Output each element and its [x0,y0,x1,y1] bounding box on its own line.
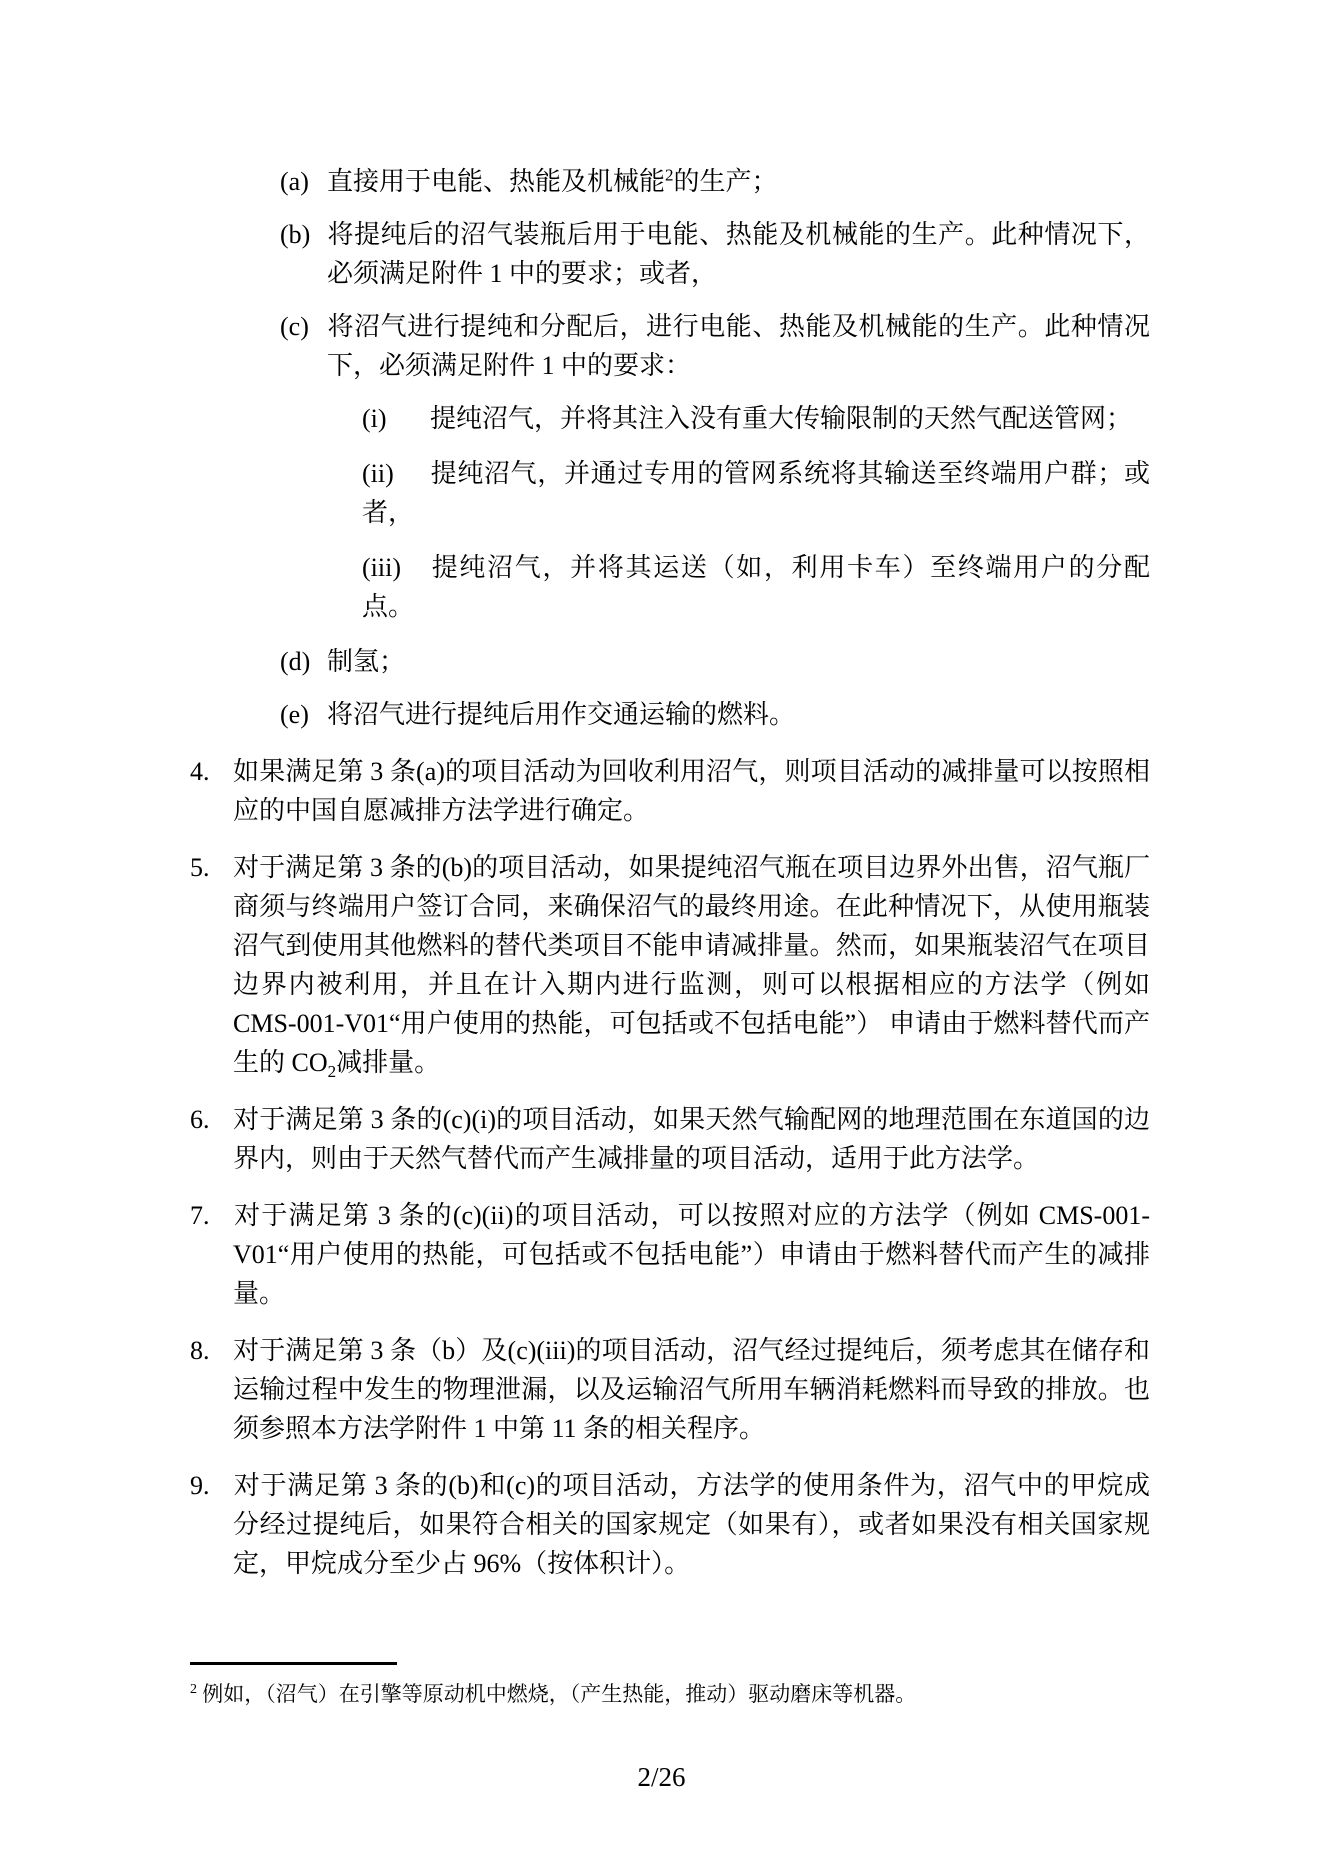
list-item-e-text: 将沼气进行提纯后用作交通运输的燃料。 [327,700,796,729]
paragraph-7-text: 对于满足第 3 条的(c)(ii)的项目活动，可以按照对应的方法学（例如 CMS-001-V01“用户使用的热能，可包括或不包括电能”）申请由于燃料替代而产生的减排量。 [233,1201,1150,1308]
paragraph-9 [190,1466,1150,1583]
paragraph-6-text: 对于满足第 3 条的(c)(i)的项目活动，如果天然气输配网的地理范围在东道国的边界内，则由于天然气替代而产生减排量的项目活动，适用于此方法学。 [233,1105,1150,1173]
paragraph-5-number: 5. [190,853,210,882]
paragraph-4-text: 如果满足第 3 条(a)的项目活动为回收利用沼气，则项目活动的减排量可以按照相应的中国自愿减排方法学进行确定。 [233,757,1150,825]
list-item-a-text-after: 的生产； [673,167,778,196]
list-marker-c: (c) [280,312,309,341]
sub-item-i-text: 提纯沼气，并将其注入没有重大传输限制的天然气配送管网； [430,404,1133,433]
paragraph-5-text-after: 减排量。 [336,1048,441,1077]
list-item-c-text: 将沼气进行提纯和分配后，进行电能、热能及机械能的生产。此种情况下，必须满足附件 1 中的要求： [327,312,1150,380]
list-item-b [280,215,1150,293]
list-item-b-text: 将提纯后的沼气装瓶后用于电能、热能及机械能的生产。此种情况下，必须满足附件 1 中的要求；或者， [327,220,1150,288]
sub-item-iii [362,548,1150,626]
list-marker-e: (e) [280,700,309,729]
sub-item-ii-text: 提纯沼气，并通过专用的管网系统将其输送至终端用户群；或者， [362,459,1150,527]
paragraph-4 [190,752,1150,830]
footnote-2-text: 例如，（沼气）在引擎等原动机中燃烧，（产生热能，推动）驱动磨床等机器。 [202,1682,917,1706]
paragraph-8 [190,1331,1150,1448]
paragraph-6-number: 6. [190,1105,210,1134]
paragraph-8-text: 对于满足第 3 条（b）及(c)(iii)的项目活动，沼气经过提纯后，须考虑其在储存和运输过程中发生的物理泄漏，以及运输沼气所用车辆消耗燃料而导致的排放。也须参照本方法学附件 1 中第 11 条的相关程序。 [233,1336,1150,1443]
sub-item-iii-text: 提纯沼气，并将其运送（如，利用卡车）至终端用户的分配点。 [362,553,1150,621]
page-content [190,162,1150,1601]
sub-item-i [362,399,1150,438]
list-item-a-text: 直接用于电能、热能及机械能 [327,167,666,196]
sub-item-marker-i: (i) [362,404,387,433]
paragraph-5-text: 对于满足第 3 条的(b)的项目活动，如果提纯沼气瓶在项目边界外出售，沼气瓶厂商须与终端用户签订合同，来确保沼气的最终用途。在此种情况下，从使用瓶装沼气到使用其他燃料的替代类项目不能申请减排量。然而，如果瓶装沼气在项目边界内被利用，并且在计入期内进行监测，则可以根据相应的方法学（例如 CMS-001-V01“用户使用的热能，可包括或不包括电能”） 申请由于燃料替代而产生的 CO [233,853,1150,1077]
paragraph-8-number: 8. [190,1336,210,1365]
sub-item-marker-ii: (ii) [362,459,394,488]
paragraph-9-number: 9. [190,1471,210,1500]
list-marker-a: (a) [280,167,309,196]
sub-item-ii [362,454,1150,532]
sub-item-marker-iii: (iii) [362,553,401,582]
footnote-2 [190,1679,1150,1709]
footnote-separator-rule [190,1662,397,1665]
list-marker-b: (b) [280,220,311,249]
paragraph-4-number: 4. [190,757,210,786]
footnote-2-marker: 2 [190,1682,197,1697]
paragraph-5 [190,848,1150,1082]
list-item-a [280,162,1150,201]
list-item-d [280,642,1150,681]
footnote-ref-marker: 2 [665,165,674,185]
co2-subscript: 2 [327,1062,337,1082]
paragraph-7-number: 7. [190,1201,210,1230]
page-number: 2/26 [637,1762,686,1792]
list-item-c [280,307,1150,385]
paragraph-7 [190,1196,1150,1313]
paragraph-9-text: 对于满足第 3 条的(b)和(c)的项目活动，方法学的使用条件为，沼气中的甲烷成分经过提纯后，如果符合相关的国家规定（如果有），或者如果没有相关国家规定，甲烷成分至少占 96%（按体积计）。 [233,1471,1150,1578]
paragraph-6 [190,1100,1150,1178]
list-marker-d: (d) [280,647,311,676]
list-item-d-text: 制氢； [327,647,406,676]
footnote-section [190,1662,1150,1709]
list-item-e [280,695,1150,734]
